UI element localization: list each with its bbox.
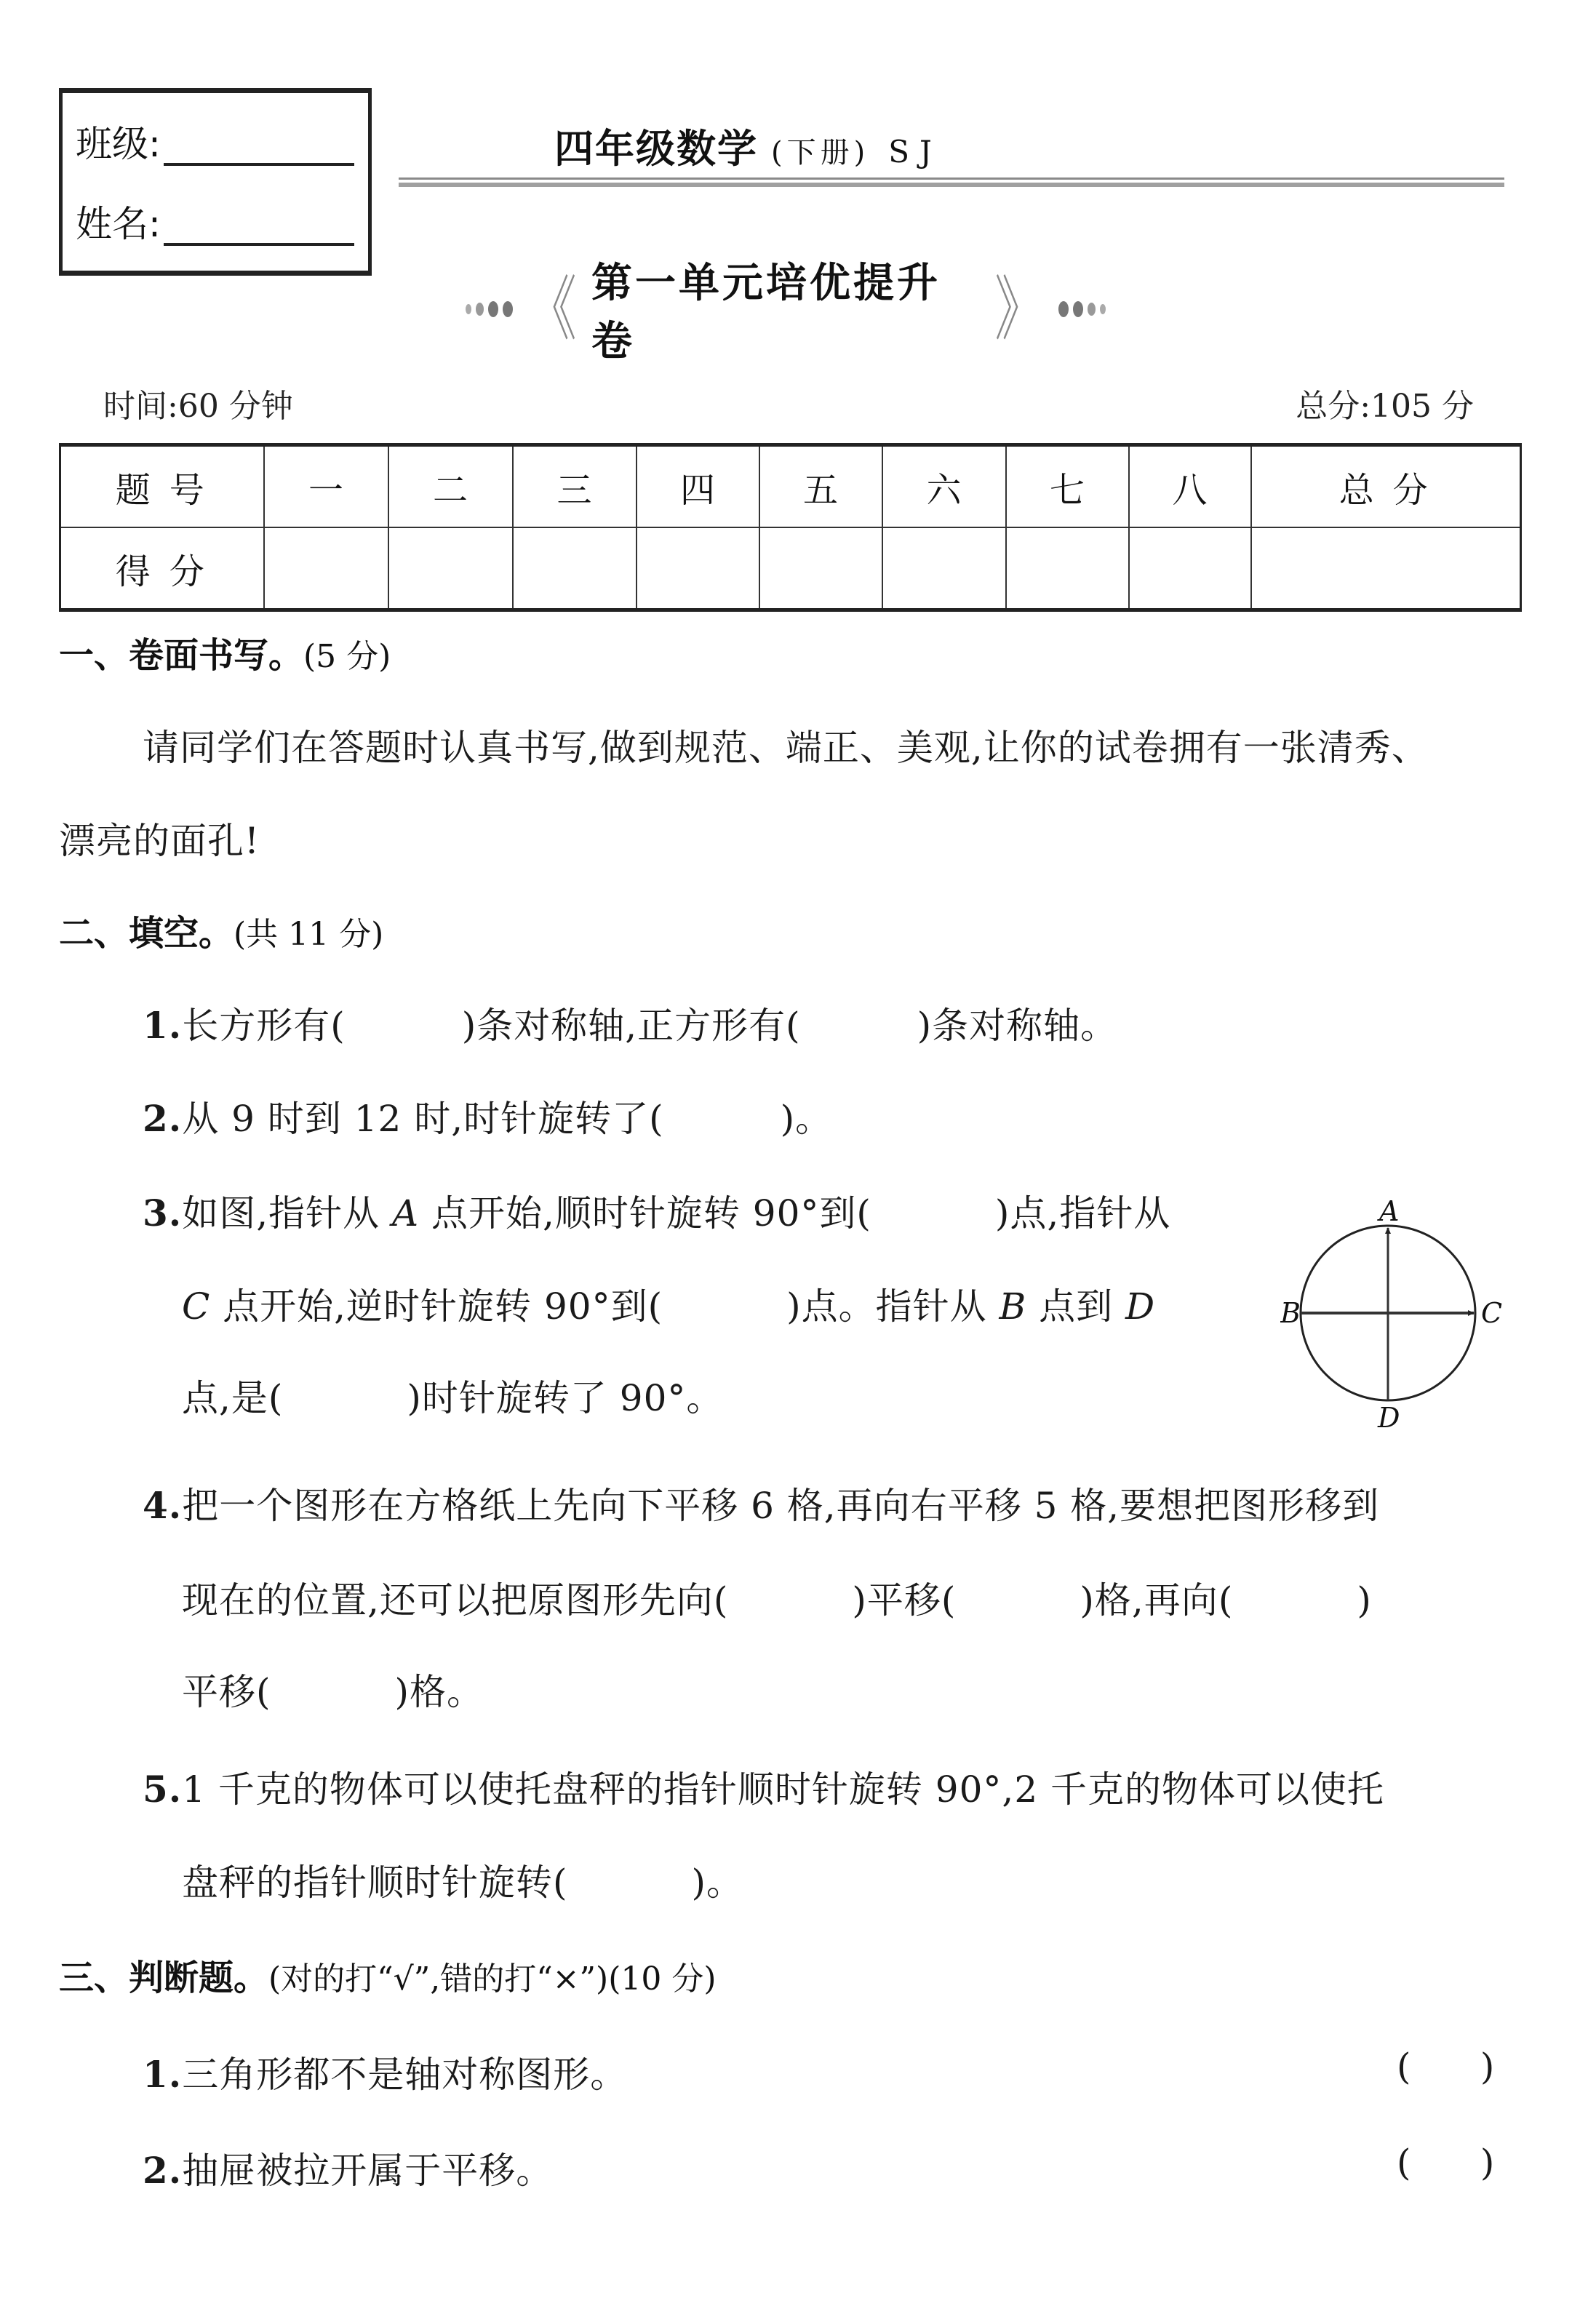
rotation-diagram (1280, 1193, 1513, 1433)
question-text: 点开始,顺时针旋转 90°到( (419, 1192, 871, 1234)
judge-question-1 (143, 2046, 627, 2098)
score-cell[interactable] (1129, 527, 1251, 610)
right-dots-decoration (1058, 301, 1106, 317)
score-cell[interactable] (513, 527, 637, 610)
label-a: A (1379, 1195, 1400, 1227)
question-number: 1. (143, 1004, 183, 1047)
question-text: )。 (780, 1098, 833, 1140)
section-3-points: (对的打“√”,错的打“×”)(10 分) (268, 1960, 717, 1998)
question-text: 盘秤的指针顺时针旋转( (182, 1862, 568, 1904)
exam-banner (466, 260, 1106, 365)
class-label: 班级: (76, 123, 161, 165)
fill-question-1 (143, 997, 1117, 1049)
question-text: 现在的位置,还可以把原图形先向( (182, 1579, 729, 1621)
score-label-cell: 得分 (60, 527, 264, 610)
fill-question-3-line-1 (143, 1184, 1170, 1237)
section-3-heading (59, 1950, 717, 2000)
name-blank-line[interactable] (164, 211, 354, 246)
column-header: 五 (759, 445, 882, 528)
judge-question-2 (143, 2142, 553, 2194)
name-field[interactable] (76, 202, 354, 246)
question-text: 如图,指针从 (182, 1192, 392, 1234)
question-text: 把一个图形在方格纸上先向下平移 6 格,再向右平移 5 格,要想把图形移到 (182, 1485, 1380, 1527)
question-text: )条对称轴,正方形有( (461, 1005, 801, 1047)
section-2-points: (共 11 分) (234, 916, 384, 953)
point-label: D (1125, 1285, 1156, 1328)
column-header: 八 (1129, 445, 1251, 528)
table-score-row (60, 527, 1521, 610)
question-text: )格,再向( (1080, 1579, 1234, 1621)
judge-answer-1[interactable]: ( ) (1397, 2046, 1495, 2088)
column-header: 三 (513, 445, 637, 528)
header-label-cell: 题号 (60, 445, 264, 528)
section-1-body-line-1: 请同学们在答题时认真书写,做到规范、端正、美观,让你的试卷拥有一张清秀、 (143, 727, 1429, 769)
point-label: C (182, 1285, 211, 1328)
question-text: ) (1357, 1579, 1372, 1621)
section-1-title: 一、卷面书写。 (59, 635, 304, 676)
score-cell[interactable] (759, 527, 882, 610)
class-field[interactable] (76, 122, 354, 166)
question-number: 2. (143, 1097, 183, 1140)
fill-question-3-line-3 (182, 1369, 723, 1421)
time-limit: 时间:60 分钟 (103, 388, 293, 425)
question-text: )条对称轴。 (917, 1005, 1118, 1047)
question-number: 3. (143, 1192, 183, 1234)
question-text: 长方形有( (182, 1005, 346, 1047)
table-header-row (60, 445, 1521, 528)
label-d: D (1378, 1402, 1400, 1433)
question-text: )时针旋转了 90°。 (407, 1377, 724, 1419)
section-3-title: 三、判断题。 (59, 1958, 269, 1998)
student-info-box (59, 88, 372, 276)
question-number: 5. (143, 1768, 183, 1811)
question-text: )点,指针从 (994, 1192, 1171, 1234)
question-number: 1. (143, 2053, 183, 2096)
score-cell[interactable] (264, 527, 388, 610)
question-text: )平移( (852, 1579, 957, 1621)
question-text: 点到 (1026, 1285, 1126, 1328)
fill-question-4-line-2 (182, 1571, 1372, 1624)
right-brace-decoration: 》 (994, 268, 1044, 350)
point-label: A (392, 1192, 420, 1234)
question-text: 1 千克的物体可以使托盘秤的指针顺时针旋转 90°,2 千克的物体可以使托 (182, 1768, 1385, 1811)
score-table (59, 443, 1522, 612)
column-header: 一 (264, 445, 388, 528)
question-number: 2. (143, 2149, 183, 2192)
header-rule-thick (399, 183, 1504, 187)
score-cell[interactable] (1006, 527, 1129, 610)
total-score-cell[interactable] (1251, 527, 1521, 610)
label-b: B (1280, 1297, 1301, 1329)
section-1-heading (59, 627, 391, 677)
column-header: 二 (388, 445, 513, 528)
point-label: B (999, 1285, 1027, 1328)
left-dots-decoration (466, 301, 513, 317)
question-text: 点开始,逆时针旋转 90°到( (210, 1285, 663, 1328)
exam-title: 第一单元培优提升卷 (591, 260, 941, 365)
score-cell[interactable] (388, 527, 513, 610)
section-1-body-line-2: 漂亮的面孔! (59, 820, 260, 862)
column-header: 七 (1006, 445, 1129, 528)
column-header: 六 (882, 445, 1006, 528)
score-cell[interactable] (882, 527, 1006, 610)
fill-question-4-line-3 (182, 1663, 484, 1715)
edition-code: SJ (888, 134, 942, 169)
section-1-points: (5 分) (303, 638, 391, 675)
question-number: 4. (143, 1484, 183, 1527)
name-label: 姓名: (76, 203, 161, 245)
question-text: )点。指针从 (786, 1285, 1000, 1328)
book-title-text: 四年级数学 (554, 126, 758, 172)
label-c: C (1481, 1297, 1503, 1329)
question-text: )格。 (394, 1671, 484, 1713)
column-header: 四 (637, 445, 759, 528)
class-blank-line[interactable] (164, 131, 354, 166)
section-2-heading (59, 905, 383, 955)
section-2-title: 二、填空。 (59, 913, 234, 954)
question-text: )。 (691, 1862, 744, 1904)
book-title (554, 118, 942, 174)
fill-question-5-line-2 (182, 1854, 743, 1906)
total-score: 总分:105 分 (1296, 388, 1474, 425)
fill-question-3-line-2 (182, 1277, 1155, 1330)
header-rule-thin (399, 177, 1504, 180)
question-text: 抽屉被拉开属于平移。 (182, 2150, 554, 2192)
question-text: 从 9 时到 12 时,时针旋转了( (182, 1098, 664, 1140)
fill-question-5-line-1 (143, 1760, 1384, 1813)
judge-answer-2[interactable]: ( ) (1397, 2142, 1495, 2184)
score-cell[interactable] (637, 527, 759, 610)
question-text: 点,是( (182, 1377, 284, 1419)
question-text: 三角形都不是轴对称图形。 (182, 2054, 628, 2096)
volume-label: (下册) (771, 136, 870, 169)
fill-question-2 (143, 1090, 832, 1142)
total-column-header: 总分 (1251, 445, 1521, 528)
question-text: 平移( (182, 1671, 271, 1713)
left-brace-decoration: 《 (527, 268, 577, 350)
fill-question-4-line-1 (143, 1477, 1379, 1529)
